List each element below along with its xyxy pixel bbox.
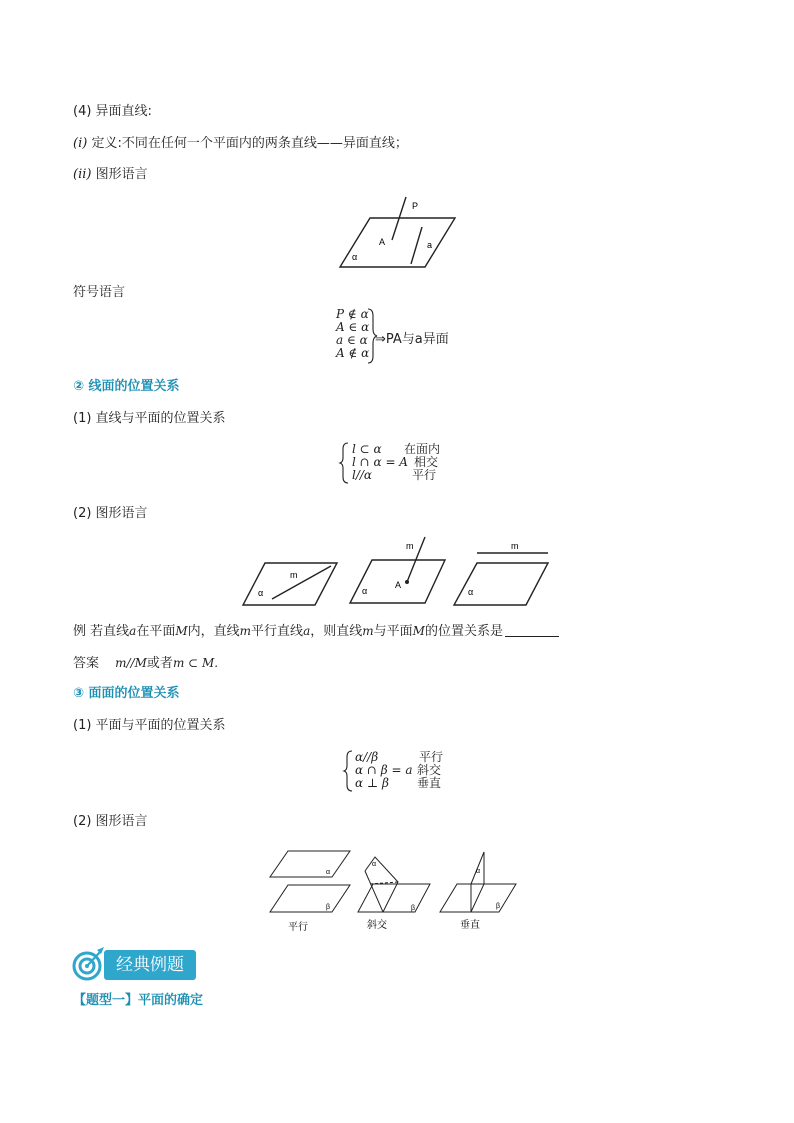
relation-expr: α ∩ β = a [355, 763, 413, 777]
label-a-point: A [395, 580, 402, 590]
example-text: 与平面 [373, 624, 413, 639]
line-plane-heading: ② 线面的位置关系 [73, 379, 180, 394]
symbol-language-label: 符号语言 [73, 285, 126, 300]
answer-or: 或者 [146, 656, 173, 671]
math-var: m [362, 624, 374, 638]
label-m: m [511, 541, 519, 551]
label-m: m [406, 541, 414, 551]
figure-planes-oblique [358, 857, 430, 931]
example-text: ，则直线 [310, 624, 363, 639]
relation-name: 斜交 [417, 763, 442, 777]
symbol-line: A ∉ α [336, 346, 370, 360]
math-var: a [303, 624, 311, 638]
label-m: m [290, 570, 298, 580]
example-text: 的位置关系是 [424, 624, 503, 639]
example-text: 平行直线 [251, 624, 304, 639]
symbol-line: a ∈ α [336, 333, 368, 347]
label-alpha: α [468, 587, 474, 597]
caption-perpendicular: 垂直 [460, 920, 480, 931]
label-beta: β [326, 904, 331, 911]
plane-plane-sub2: (2) 图形语言 [73, 814, 148, 829]
relation-name: 垂直 [417, 776, 442, 790]
answer-label: 答案 [73, 656, 100, 671]
example-text: 在平面 [136, 624, 176, 639]
label-a-point: A [379, 237, 386, 247]
relation-name: 平行 [419, 750, 444, 764]
label-p: P [412, 201, 419, 211]
figure-planes-parallel [270, 851, 350, 933]
math-var: M [175, 624, 188, 638]
caption-oblique: 斜交 [367, 920, 387, 931]
relation-name: 平行 [412, 468, 437, 482]
relation-expr: α//β [355, 750, 379, 764]
plane-plane-heading: ③ 面面的位置关系 [73, 686, 180, 701]
figure-planes-perpendicular [440, 852, 516, 931]
label-alpha: α [326, 869, 331, 876]
label-alpha: α [372, 861, 377, 868]
caption-parallel: 平行 [288, 922, 308, 933]
relation-expr: l ∩ α = A [352, 455, 408, 469]
answer-expr: m ⊂ M. [172, 656, 219, 670]
type1-heading: 【题型一】平面的确定 [73, 993, 204, 1008]
example-prefix: 例 [73, 624, 87, 639]
math-var: a [129, 624, 137, 638]
relation-expr: l ⊂ α [352, 442, 382, 456]
graph-language-text: 图形语言 [95, 167, 148, 182]
symbol-result: ⇒PA与a异面 [375, 332, 449, 347]
answer-expr: m//M [115, 656, 147, 670]
relation-expr: α ⊥ β [355, 776, 389, 790]
symbol-line: P ∉ α [336, 307, 369, 321]
line-plane-sub1: (1) 直线与平面的位置关系 [73, 411, 226, 426]
example-text: 内，直线 [187, 624, 240, 639]
label-alpha: α [476, 868, 481, 875]
relation-name: 相交 [414, 455, 439, 469]
example-text: 若直线 [90, 624, 130, 639]
label-beta: β [496, 903, 501, 910]
line-plane-sub2: (2) 图形语言 [73, 506, 148, 521]
section4-title: (4) 异面直线: [73, 104, 152, 119]
symbol-line: A ∈ α [336, 320, 370, 334]
plane-plane-sub1: (1) 平面与平面的位置关系 [73, 718, 226, 733]
classic-examples-badge: 经典例题 [104, 950, 196, 980]
relation-name: 在面内 [404, 442, 441, 456]
label-beta: β [411, 905, 416, 912]
definition-marker: (i) [73, 136, 88, 151]
math-var: m [239, 624, 252, 638]
label-a-line: a [427, 240, 433, 250]
label-alpha: α [352, 252, 358, 262]
relation-expr: l//α [352, 468, 373, 482]
label-alpha: α [258, 588, 264, 598]
label-alpha: α [362, 586, 368, 596]
graph-marker: (ii) [73, 167, 92, 182]
math-var: M [412, 624, 425, 638]
definition-text: 定义:不同在任何一个平面内的两条直线——异面直线； [91, 136, 408, 151]
